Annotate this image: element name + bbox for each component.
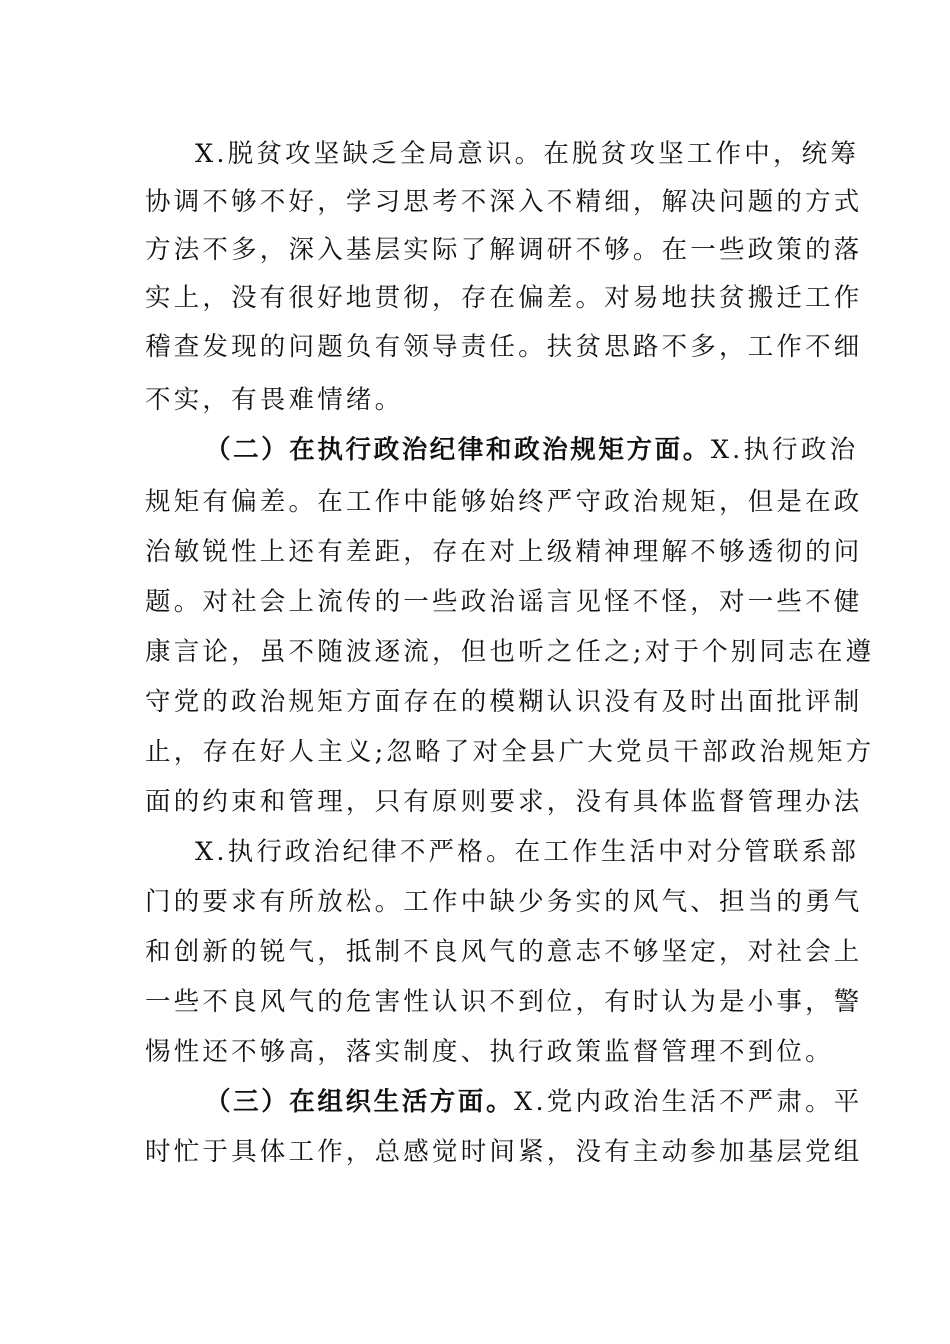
paragraph-line: 面的约束和管理，只有原则要求，没有具体监督管理办法 xyxy=(145,787,863,817)
paragraph-line: 方法不多，深入基层实际了解调研不够。在一些政策的落 xyxy=(145,235,863,265)
paragraph-line: 稽查发现的问题负有领导责任。扶贫思路不多，工作不细 xyxy=(145,332,863,362)
paragraph-line: X.脱贫攻坚缺乏全局意识。在脱贫攻坚工作中，统筹 xyxy=(195,139,860,169)
paragraph-line: 不实，有畏难情绪。 xyxy=(145,385,404,415)
paragraph-line: 守党的政治规矩方面存在的模糊认识没有及时出面批评制 xyxy=(145,687,863,717)
paragraph-line: 止，存在好人主义;忽略了对全县广大党员干部政治规矩方 xyxy=(145,737,875,767)
section-heading: （三）在组织生活方面。 xyxy=(205,1087,515,1117)
paragraph-line: X.执行政治纪律不严格。在工作生活中对分管联系部 xyxy=(195,837,860,867)
paragraph-line: 规矩有偏差。在工作中能够始终严守政治规矩，但是在政 xyxy=(145,487,863,517)
paragraph-line: 康言论，虽不随波逐流，但也听之任之;对于个别同志在遵 xyxy=(145,637,875,667)
paragraph-line: 实上，没有很好地贯彻，存在偏差。对易地扶贫搬迁工作 xyxy=(145,283,863,313)
paragraph-line: 治敏锐性上还有差距，存在对上级精神理解不够透彻的问 xyxy=(145,537,863,567)
paragraph-line: 题。对社会上流传的一些政治谣言见怪不怪，对一些不健 xyxy=(145,587,863,617)
paragraph-line: 协调不够不好，学习思考不深入不精细，解决问题的方式 xyxy=(145,187,863,217)
paragraph-line: 惕性还不够高，落实制度、执行政策监督管理不到位。 xyxy=(145,1037,834,1067)
paragraph-text: X.党内政治生活不严肃。平 xyxy=(514,1087,863,1117)
paragraph-text: X.执行政治 xyxy=(710,435,859,465)
paragraph-first-line xyxy=(145,1077,862,1127)
paragraph-first-line xyxy=(145,425,858,475)
paragraph-line: 时忙于具体工作，总感觉时间紧，没有主动参加基层党组 xyxy=(145,1137,863,1167)
paragraph-line: 一些不良风气的危害性认识不到位，有时认为是小事，警 xyxy=(145,987,863,1017)
section-heading: （二）在执行政治纪律和政治规矩方面。 xyxy=(205,435,711,465)
paragraph-line: 门的要求有所放松。工作中缺少务实的风气、担当的勇气 xyxy=(145,887,863,917)
paragraph-line: 和创新的锐气，抵制不良风气的意志不够坚定，对社会上 xyxy=(145,937,863,967)
